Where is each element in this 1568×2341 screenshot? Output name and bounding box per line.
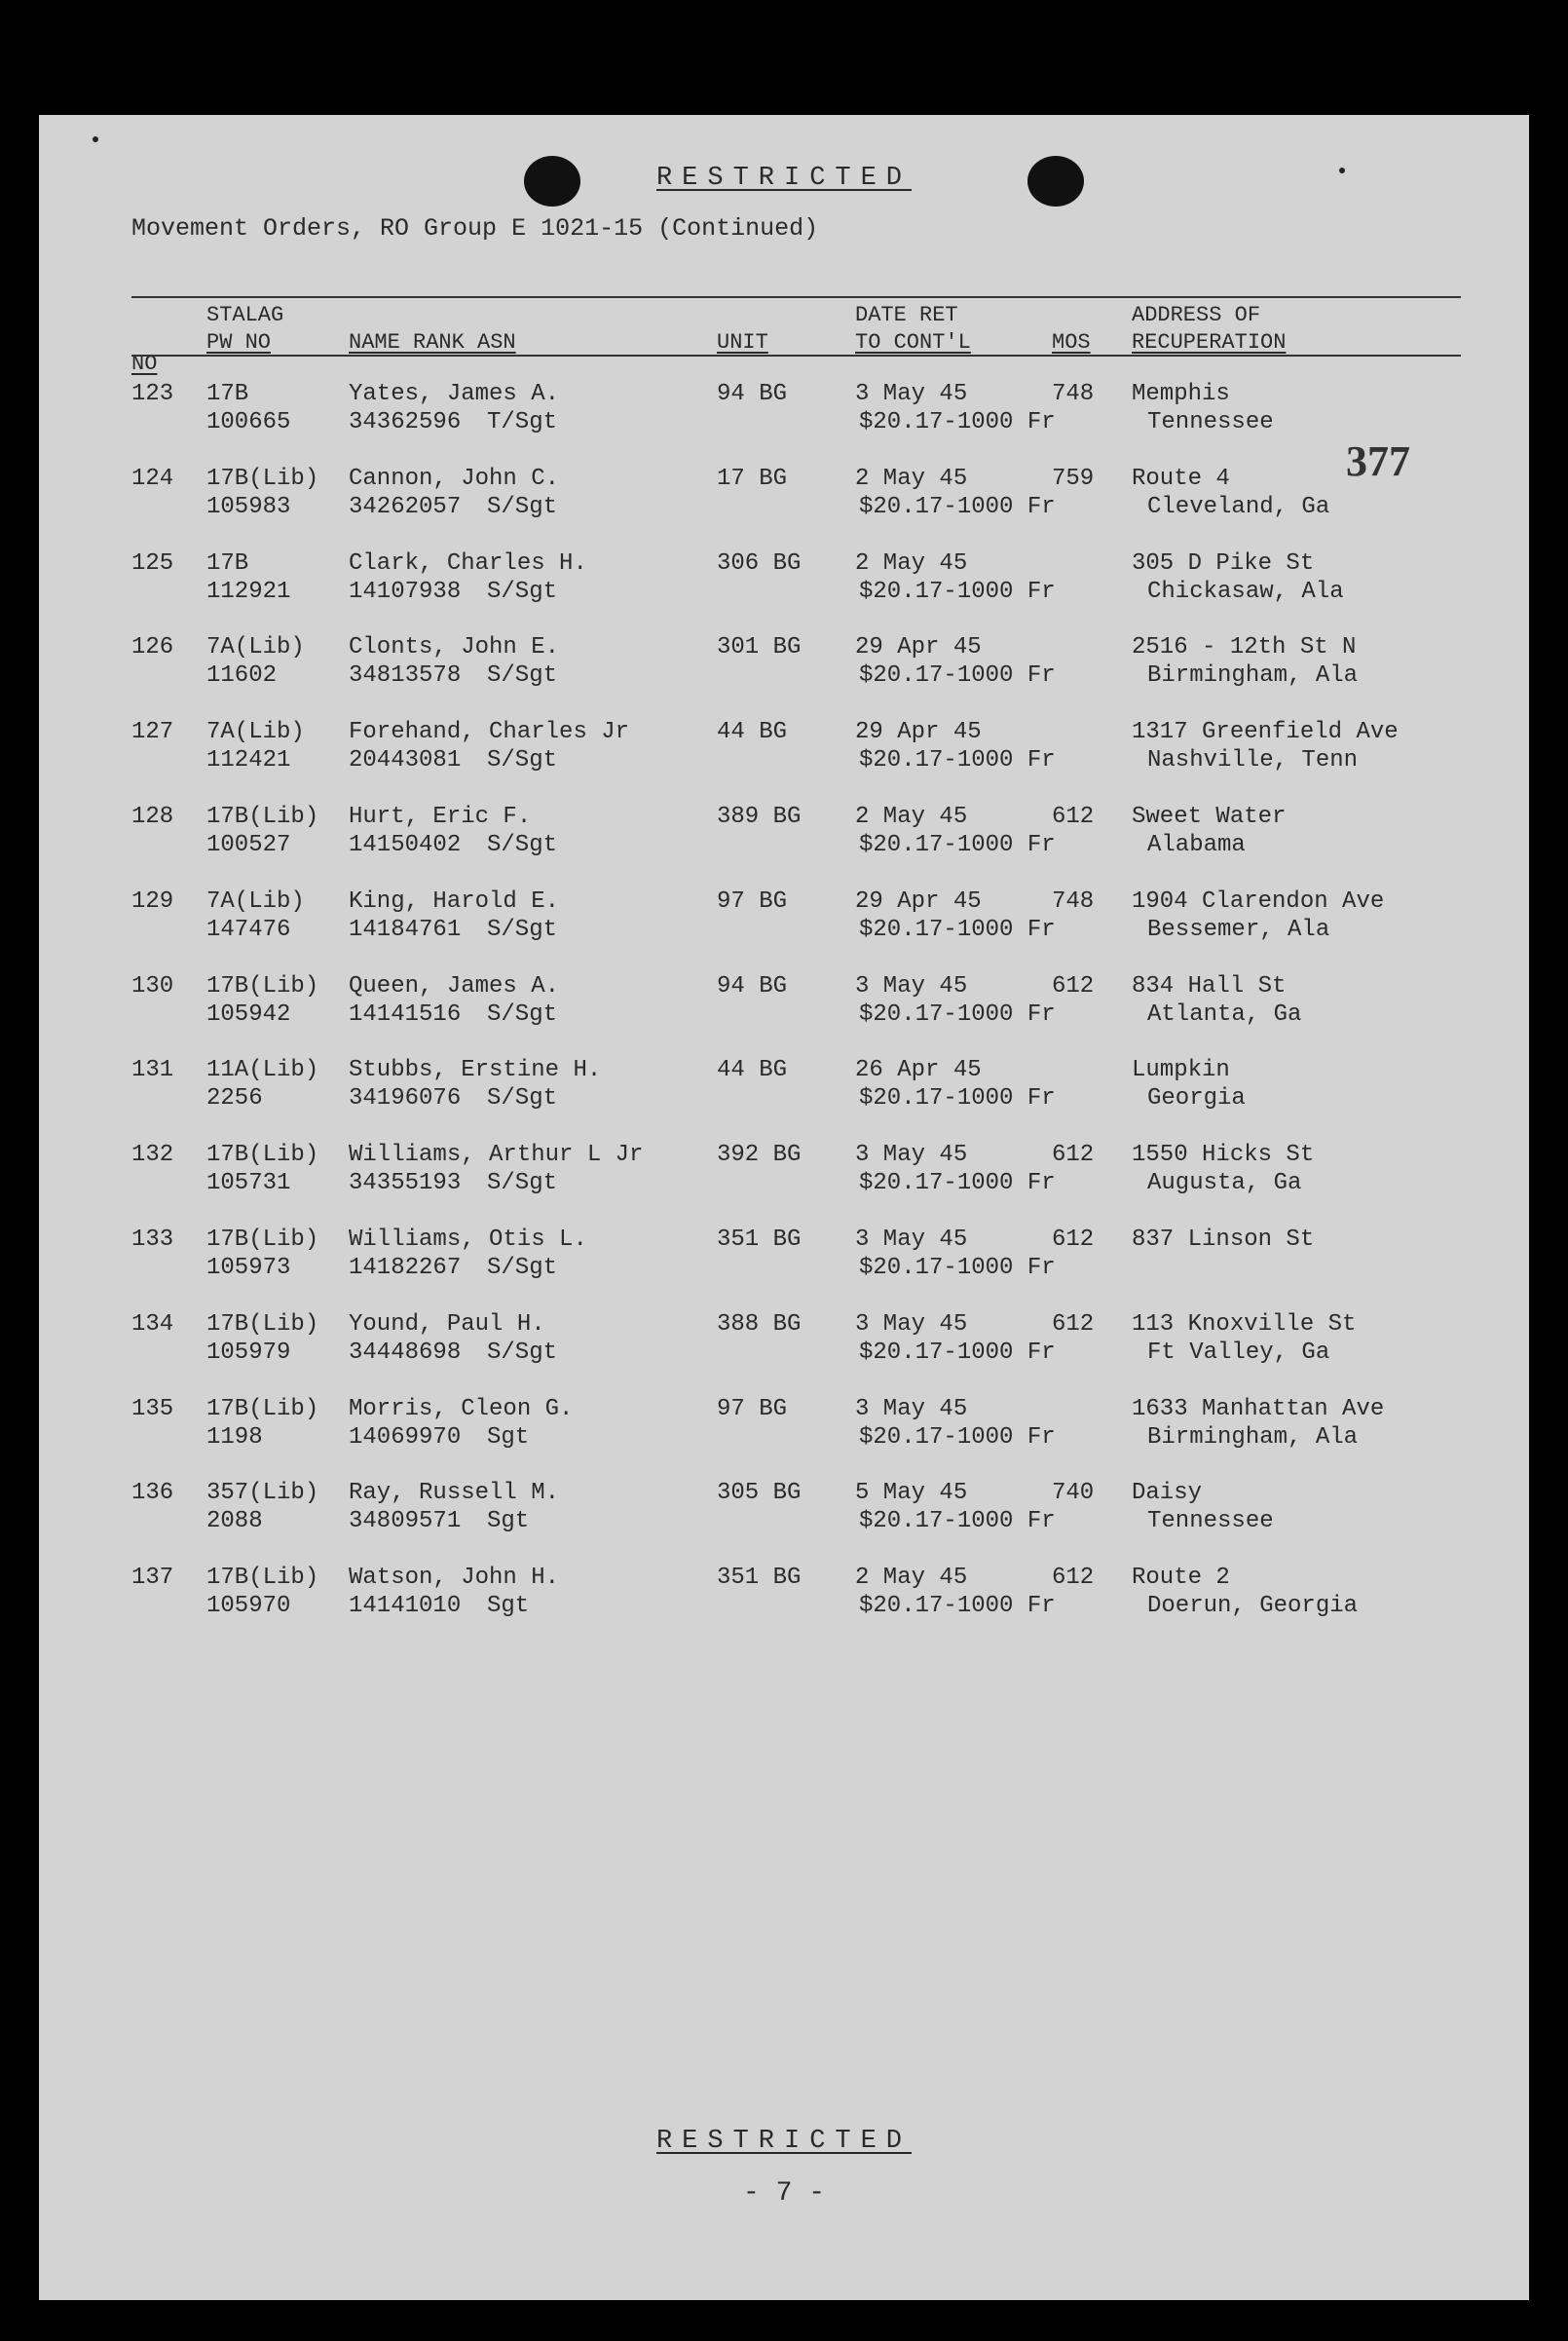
cell-stalag: 17B(Lib) — [206, 1565, 319, 1592]
cell-addr2: Cleveland, Ga — [1147, 493, 1330, 520]
cell-asn: 34448698 — [349, 1339, 462, 1366]
cell-pay: $20.17-1000 Fr — [859, 493, 1056, 520]
cell-pay: $20.17-1000 Fr — [859, 409, 1056, 435]
cell-addr1: Sweet Water — [1132, 804, 1287, 830]
cell-asn: 34355193 — [349, 1170, 462, 1197]
cell-stalag: 17B(Lib) — [206, 465, 319, 492]
cell-unit: 94 BG — [717, 381, 788, 407]
cell-pw: 147476 — [206, 916, 291, 943]
cell-name: Morris, Cleon G. — [349, 1395, 574, 1422]
cell-mos: 612 — [1052, 1565, 1095, 1592]
cell-addr1: 113 Knoxville St — [1132, 1310, 1357, 1338]
col-header-name: NAME RANK ASN — [349, 330, 516, 355]
cell-rank: S/Sgt — [487, 1085, 558, 1113]
cell-addr2: Augusta, Ga — [1147, 1170, 1302, 1197]
cell-unit: 388 BG — [717, 1310, 802, 1338]
cell-addr1: 1550 Hicks St — [1132, 1142, 1315, 1169]
cell-asn: 14182267 — [349, 1255, 462, 1281]
cell-unit: 351 BG — [717, 1565, 802, 1592]
cell-stalag: 7A(Lib) — [206, 887, 305, 915]
cell-unit: 97 BG — [717, 887, 788, 915]
cell-asn: 34813578 — [349, 662, 462, 690]
cell-rank: S/Sgt — [487, 1255, 558, 1281]
cell-rank: S/Sgt — [487, 747, 558, 774]
cell-mos: 740 — [1052, 1480, 1095, 1507]
cell-mos: 612 — [1052, 1142, 1095, 1169]
cell-name: Queen, James A. — [349, 972, 560, 1000]
cell-pay: $20.17-1000 Fr — [859, 1255, 1056, 1281]
cell-unit: 97 BG — [717, 1395, 788, 1422]
cell-mos: 612 — [1052, 1227, 1095, 1253]
cell-pay: $20.17-1000 Fr — [859, 1508, 1056, 1535]
cell-date: 29 Apr 45 — [855, 887, 982, 915]
cell-name: Ray, Russell M. — [349, 1480, 560, 1507]
cell-addr2: Birmingham, Ala — [1147, 662, 1359, 690]
cell-pw: 112921 — [206, 578, 291, 605]
cell-addr1: Route 4 — [1132, 465, 1230, 492]
cell-no: 124 — [131, 465, 174, 492]
cell-addr1: Route 2 — [1132, 1565, 1230, 1592]
cell-pw: 105973 — [206, 1255, 291, 1281]
cell-addr1: Lumpkin — [1132, 1057, 1230, 1084]
cell-pw: 105731 — [206, 1170, 291, 1197]
cell-date: 3 May 45 — [855, 1142, 968, 1169]
cell-addr2: Birmingham, Ala — [1147, 1423, 1359, 1451]
cell-addr2: Georgia — [1147, 1085, 1246, 1113]
cell-no: 130 — [131, 972, 174, 1000]
cell-addr1: 1317 Greenfield Ave — [1132, 719, 1399, 746]
cell-stalag: 17B(Lib) — [206, 972, 319, 1000]
cell-addr2: Chickasaw, Ala — [1147, 578, 1344, 605]
cell-unit: 305 BG — [717, 1480, 802, 1507]
cell-rank: S/Sgt — [487, 916, 558, 943]
cell-stalag: 17B(Lib) — [206, 1395, 319, 1422]
cell-unit: 44 BG — [717, 1057, 788, 1084]
col-header-date: DATE RET TO CONT'L — [855, 303, 971, 355]
cell-asn: 20443081 — [349, 747, 462, 774]
cell-addr2: Alabama — [1147, 832, 1246, 858]
cell-addr2: Nashville, Tenn — [1147, 747, 1359, 774]
cell-date: 2 May 45 — [855, 465, 968, 492]
cell-date: 5 May 45 — [855, 1480, 968, 1507]
cell-no: 131 — [131, 1057, 174, 1084]
cell-unit: 351 BG — [717, 1227, 802, 1253]
cell-name: Clonts, John E. — [349, 634, 560, 661]
speck — [93, 136, 98, 142]
cell-unit: 389 BG — [717, 804, 802, 830]
cell-name: Watson, John H. — [349, 1565, 560, 1592]
cell-no: 134 — [131, 1310, 174, 1338]
header-rule — [131, 355, 1461, 357]
cell-stalag: 17B(Lib) — [206, 804, 319, 830]
cell-rank: S/Sgt — [487, 1339, 558, 1366]
cell-mos: 612 — [1052, 972, 1095, 1000]
col-header-mos: MOS — [1052, 330, 1091, 355]
cell-unit: 392 BG — [717, 1142, 802, 1169]
cell-addr1: Memphis — [1132, 381, 1230, 407]
cell-date: 2 May 45 — [855, 804, 968, 830]
cell-no: 129 — [131, 887, 174, 915]
cell-name: Yound, Paul H. — [349, 1310, 545, 1338]
cell-pay: $20.17-1000 Fr — [859, 1593, 1056, 1620]
cell-addr2: Atlanta, Ga — [1147, 1001, 1302, 1028]
cell-asn: 14141516 — [349, 1001, 462, 1028]
cell-rank: S/Sgt — [487, 832, 558, 858]
cell-date: 3 May 45 — [855, 381, 968, 407]
cell-rank: T/Sgt — [487, 409, 558, 435]
document-page — [39, 115, 1529, 2300]
cell-asn: 14150402 — [349, 832, 462, 858]
cell-unit: 301 BG — [717, 634, 802, 661]
cell-asn: 34809571 — [349, 1508, 462, 1535]
cell-asn: 34196076 — [349, 1085, 462, 1113]
cell-no: 135 — [131, 1395, 174, 1422]
cell-no: 133 — [131, 1227, 174, 1253]
cell-addr2: Tennessee — [1147, 1508, 1274, 1535]
cell-pw: 100527 — [206, 832, 291, 858]
cell-pw: 11602 — [206, 662, 278, 690]
cell-pw: 1198 — [206, 1423, 263, 1451]
cell-mos: 612 — [1052, 1310, 1095, 1338]
cell-pay: $20.17-1000 Fr — [859, 747, 1056, 774]
footer-restricted: RESTRICTED — [655, 2127, 913, 2156]
cell-addr1: 305 D Pike St — [1132, 549, 1315, 577]
cell-date: 3 May 45 — [855, 1310, 968, 1338]
cell-addr1: 834 Hall St — [1132, 972, 1287, 1000]
cell-pw: 112421 — [206, 747, 291, 774]
cell-pay: $20.17-1000 Fr — [859, 1339, 1056, 1366]
cell-stalag: 17B — [206, 381, 249, 407]
cell-pw: 2088 — [206, 1508, 263, 1535]
cell-date: 26 Apr 45 — [855, 1057, 982, 1084]
cell-rank: S/Sgt — [487, 662, 558, 690]
cell-addr1: Daisy — [1132, 1480, 1203, 1507]
top-rule — [131, 296, 1461, 298]
cell-name: Hurt, Eric F. — [349, 804, 532, 830]
cell-stalag: 357(Lib) — [206, 1480, 319, 1507]
cell-asn: 34262057 — [349, 493, 462, 520]
cell-mos: 748 — [1052, 887, 1095, 915]
cell-addr1: 1633 Manhattan Ave — [1132, 1395, 1385, 1422]
cell-no: 127 — [131, 719, 174, 746]
cell-unit: 94 BG — [717, 972, 788, 1000]
cell-rank: S/Sgt — [487, 1170, 558, 1197]
cell-date: 29 Apr 45 — [855, 719, 982, 746]
cell-stalag: 17B(Lib) — [206, 1142, 319, 1169]
col-header-unit: UNIT — [717, 330, 768, 355]
cell-pay: $20.17-1000 Fr — [859, 662, 1056, 690]
cell-asn: 14069970 — [349, 1423, 462, 1451]
cell-no: 125 — [131, 549, 174, 577]
cell-pay: $20.17-1000 Fr — [859, 1085, 1056, 1113]
cell-addr2: Doerun, Georgia — [1147, 1593, 1359, 1620]
cell-pay: $20.17-1000 Fr — [859, 1001, 1056, 1028]
cell-name: Williams, Arthur L Jr — [349, 1142, 644, 1169]
cell-asn: 14184761 — [349, 916, 462, 943]
cell-mos: 748 — [1052, 381, 1095, 407]
cell-pw: 105970 — [206, 1593, 291, 1620]
cell-no: 128 — [131, 804, 174, 830]
cell-date: 3 May 45 — [855, 1227, 968, 1253]
cell-stalag: 7A(Lib) — [206, 634, 305, 661]
cell-stalag: 11A(Lib) — [206, 1057, 319, 1084]
cell-name: Forehand, Charles Jr — [349, 719, 630, 746]
cell-addr2: Bessemer, Ala — [1147, 916, 1330, 943]
cell-pay: $20.17-1000 Fr — [859, 1170, 1056, 1197]
cell-stalag: 17B(Lib) — [206, 1310, 319, 1338]
cell-date: 3 May 45 — [855, 972, 968, 1000]
cell-rank: Sgt — [487, 1508, 530, 1535]
cell-date: 2 May 45 — [855, 1565, 968, 1592]
cell-stalag: 17B(Lib) — [206, 1227, 319, 1253]
cell-rank: S/Sgt — [487, 578, 558, 605]
cell-unit: 44 BG — [717, 719, 788, 746]
cell-stalag: 17B — [206, 549, 249, 577]
cell-mos: 612 — [1052, 804, 1095, 830]
cell-addr1: 1904 Clarendon Ave — [1132, 887, 1385, 915]
cell-pw: 100665 — [206, 409, 291, 435]
cell-asn: 14107938 — [349, 578, 462, 605]
cell-addr2: Ft Valley, Ga — [1147, 1339, 1330, 1366]
cell-no: 126 — [131, 634, 174, 661]
cell-stalag: 7A(Lib) — [206, 719, 305, 746]
cell-no: 136 — [131, 1480, 174, 1507]
cell-rank: Sgt — [487, 1593, 530, 1620]
cell-unit: 306 BG — [717, 549, 802, 577]
cell-pw: 105983 — [206, 493, 291, 520]
cell-name: Clark, Charles H. — [349, 549, 587, 577]
cell-pay: $20.17-1000 Fr — [859, 832, 1056, 858]
cell-pw: 2256 — [206, 1085, 263, 1113]
cell-name: Yates, James A. — [349, 381, 560, 407]
cell-addr1: 837 Linson St — [1132, 1227, 1315, 1253]
cell-addr1: 2516 - 12th St N — [1132, 634, 1357, 661]
cell-rank: S/Sgt — [487, 1001, 558, 1028]
cell-pw: 105979 — [206, 1339, 291, 1366]
page-number: - 7 - — [742, 2178, 825, 2209]
stamp-number: 377 — [1346, 437, 1410, 485]
cell-asn: 34362596 — [349, 409, 462, 435]
cell-pay: $20.17-1000 Fr — [859, 916, 1056, 943]
cell-name: Cannon, John C. — [349, 465, 560, 492]
cell-rank: Sgt — [487, 1423, 530, 1451]
header-restricted: RESTRICTED — [655, 164, 913, 193]
document-subtitle: Movement Orders, RO Group E 1021-15 (Continued) — [131, 214, 819, 243]
cell-asn: 14141010 — [349, 1593, 462, 1620]
cell-unit: 17 BG — [717, 465, 788, 492]
col-header-stalag: STALAG PW NO — [206, 303, 284, 355]
cell-pay: $20.17-1000 Fr — [859, 578, 1056, 605]
cell-addr2: Tennessee — [1147, 409, 1274, 435]
cell-date: 3 May 45 — [855, 1395, 968, 1422]
cell-rank: S/Sgt — [487, 493, 558, 520]
cell-pw: 105942 — [206, 1001, 291, 1028]
cell-no: 123 — [131, 381, 174, 407]
cell-date: 2 May 45 — [855, 549, 968, 577]
col-header-no: NO — [131, 352, 158, 376]
cell-no: 137 — [131, 1565, 174, 1592]
col-header-address: ADDRESS OF RECUPERATION — [1132, 303, 1287, 355]
cell-name: Stubbs, Erstine H. — [349, 1057, 602, 1084]
cell-no: 132 — [131, 1142, 174, 1169]
cell-pay: $20.17-1000 Fr — [859, 1423, 1056, 1451]
cell-name: Williams, Otis L. — [349, 1227, 587, 1253]
cell-date: 29 Apr 45 — [855, 634, 982, 661]
cell-name: King, Harold E. — [349, 887, 560, 915]
cell-mos: 759 — [1052, 465, 1095, 492]
